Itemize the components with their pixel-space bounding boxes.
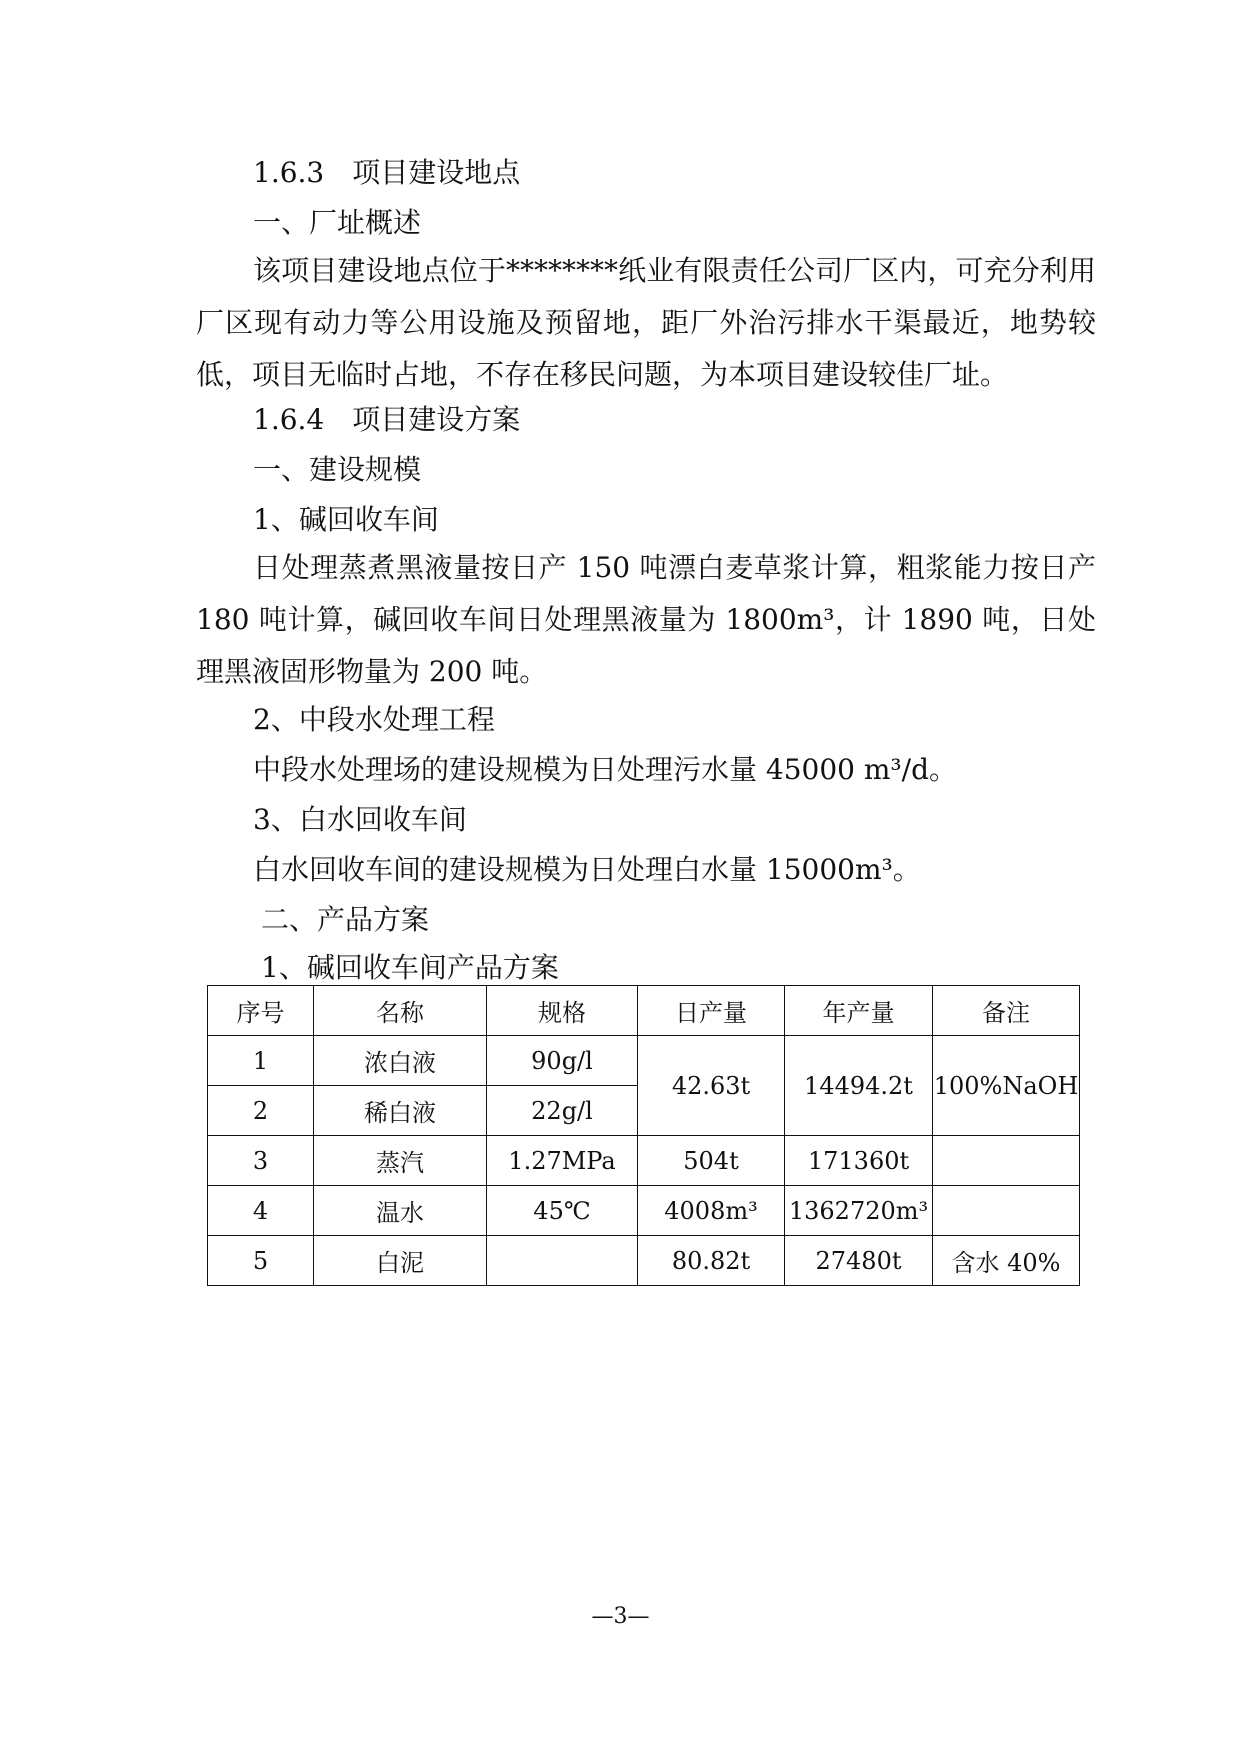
table-cell: 1362720m³ [785,1186,933,1236]
item-2-title: 2、中段水处理工程 [253,703,495,736]
table-cell: 4 [208,1186,314,1236]
subheading-construction-scale: 一、建设规模 [253,453,422,486]
item-3-paragraph: 白水回收车间的建设规模为日处理白水量 15000m³。 [253,853,921,886]
item-3-title: 3、白水回收车间 [253,803,467,836]
table-cell [933,1136,1080,1186]
table-cell: 含水 40% [933,1236,1080,1286]
header-cell: 备注 [933,986,1080,1036]
table-cell: 80.82t [638,1236,785,1286]
table-cell: 稀白液 [314,1086,487,1136]
header-cell: 序号 [208,986,314,1036]
table-cell: 1.27MPa [487,1136,638,1186]
section-heading-1-6-4: 1.6.4 项目建设方案 [253,403,521,436]
table-cell [487,1236,638,1286]
table-row [208,1186,1080,1236]
table-cell: 3 [208,1136,314,1186]
table-cell: 蒸汽 [314,1136,487,1186]
table-row [208,1036,1080,1086]
table-cell: 14494.2t [785,1036,933,1136]
subheading-site-overview: 一、厂址概述 [253,206,422,239]
table-cell: 4008m³ [638,1186,785,1236]
item-1-title: 1、碱回收车间 [253,503,439,536]
table-row [208,1236,1080,1286]
header-cell: 名称 [314,986,487,1036]
header-cell: 日产量 [638,986,785,1036]
header-cell: 年产量 [785,986,933,1036]
table-title: 1、碱回收车间产品方案 [261,951,559,984]
table-row [208,1136,1080,1186]
page-number: —3— [591,1604,650,1629]
table-cell: 5 [208,1236,314,1286]
table-cell: 27480t [785,1236,933,1286]
item-2-paragraph: 中段水处理场的建设规模为日处理污水量 45000 m³/d。 [253,753,958,786]
product-plan-table [207,985,1080,1286]
table-cell [933,1186,1080,1236]
header-cell: 规格 [487,986,638,1036]
table-header-row [208,986,1080,1036]
table-cell: 504t [638,1136,785,1186]
item-1-paragraph: 日处理蒸煮黑液量按日产 150 吨漂白麦草浆计算，粗浆能力按日产 180 吨计算，碱回收车间日处理黑液量为 1800m³，计 1890 吨，日处理黑液固形物量为 200 吨。 [196,551,1096,688]
table-cell: 100%NaOH [933,1036,1080,1136]
table-cell: 1 [208,1036,314,1086]
table-cell: 温水 [314,1186,487,1236]
table-cell: 171360t [785,1136,933,1186]
subheading-product-plan: 二、产品方案 [261,903,430,936]
site-overview-paragraph: 该项目建设地点位于********纸业有限责任公司厂区内，可充分利用厂区现有动力等公用设施及预留地，距厂外治污排水干渠最近，地势较低，项目无临时占地，不存在移民问题，为本项目建设较佳厂址。 [196,254,1096,391]
table-cell: 2 [208,1086,314,1136]
table-cell: 42.63t [638,1036,785,1136]
table-cell: 浓白液 [314,1036,487,1086]
section-heading-1-6-3: 1.6.3 项目建设地点 [253,156,521,189]
table-cell: 白泥 [314,1236,487,1286]
table-cell: 45℃ [487,1186,638,1236]
table-cell: 90g/l [487,1036,638,1086]
table-cell: 22g/l [487,1086,638,1136]
